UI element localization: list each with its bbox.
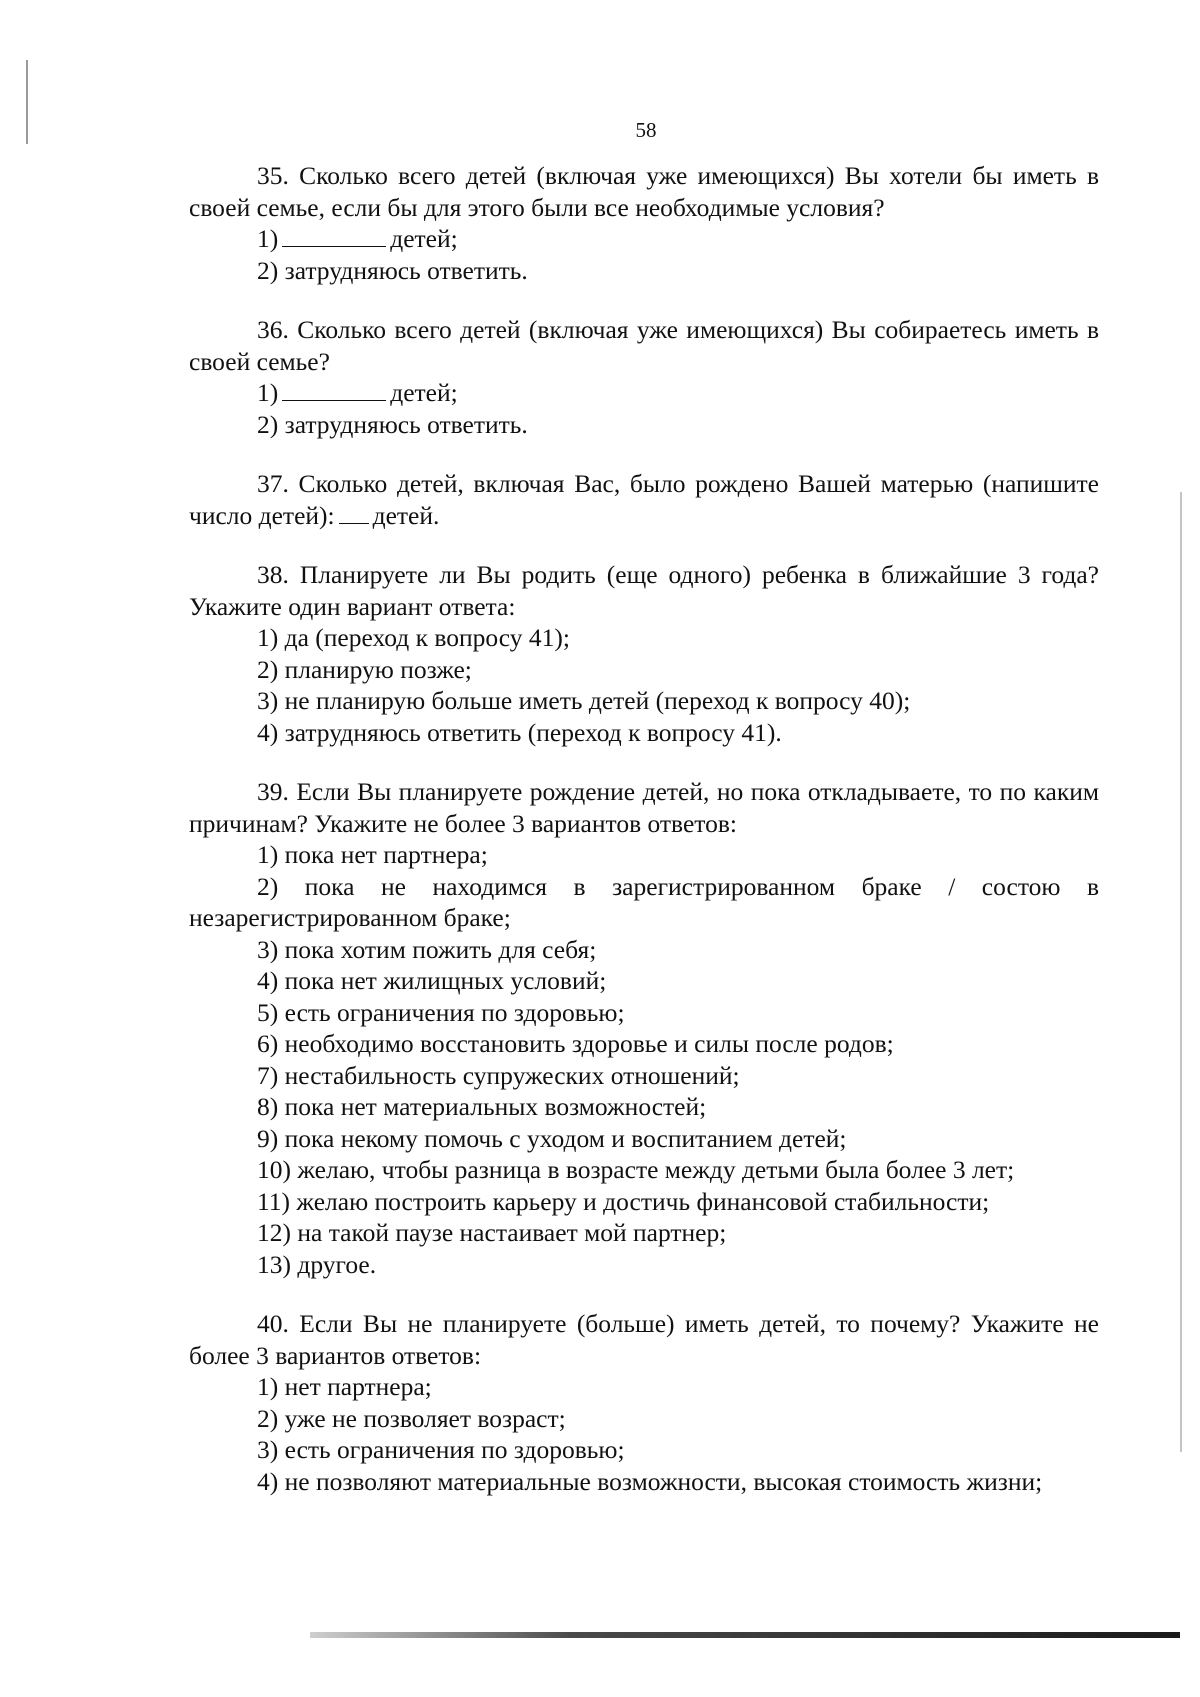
question-text: 39. Если Вы планируете рождение детей, но пока откладываете, то по каким причинам? Укажите не более 3 вариантов ответов: <box>189 777 1099 838</box>
question-40 <box>189 1308 1099 1497</box>
answer-option: 3) есть ограничения по здоровью; <box>257 1435 625 1464</box>
page-number: 58 <box>635 118 657 142</box>
answer-option: 3) пока хотим пожить для себя; <box>257 934 597 964</box>
question-text: 36. Сколько всего детей (включая уже имеющихся) Вы собираетесь иметь в своей семье? <box>189 315 1099 376</box>
option-prefix: 1) <box>257 224 279 253</box>
question-35 <box>189 160 1099 286</box>
question-38 <box>189 559 1099 748</box>
answer-blank[interactable] <box>282 380 386 401</box>
answer-option: 1) нет партнера; <box>257 1372 432 1401</box>
answer-option: 12) на такой паузе настаивает мой партнер; <box>257 1218 727 1247</box>
answer-blank[interactable] <box>339 503 369 524</box>
answer-option: 2) планирую позже; <box>257 654 472 684</box>
option-suffix: детей; <box>390 378 458 407</box>
answer-option: 1) пока нет партнера; <box>257 840 488 869</box>
answer-option: 4) не позволяют материальные возможности, высокая стоимость жизни; <box>257 1466 1043 1496</box>
answer-option: 8) пока нет материальных возможностей; <box>257 1092 707 1121</box>
question-text: 38. Планируете ли Вы родить (еще одного) ребенка в ближайшие 3 года? Укажите один вариант ответа: <box>189 560 1099 621</box>
answer-blank[interactable] <box>282 226 386 247</box>
answer-option: 6) необходимо восстановить здоровье и силы после родов; <box>257 1029 894 1058</box>
answer-option: 1) да (переход к вопросу 41); <box>257 623 570 652</box>
answer-option: 2) уже не позволяет возраст; <box>257 1403 566 1433</box>
answer-option <box>189 377 1099 409</box>
scan-artifact-line <box>1180 492 1182 1452</box>
question-text: 35. Сколько всего детей (включая уже имеющихся) Вы хотели бы иметь в своей семье, если бы для этого были все необходимые условия? <box>189 161 1099 222</box>
answer-option <box>189 223 1099 255</box>
question-text-after: детей. <box>372 500 440 530</box>
question-text: 40. Если Вы не планируете (больше) иметь детей, то почему? Укажите не более 3 вариантов ответов: <box>189 1309 1099 1370</box>
question-text <box>189 468 1099 531</box>
answer-option: 2) пока не находимся в зарегистрированном браке / состою в незарегистрированном браке; <box>189 871 1099 932</box>
answer-option: 2) затрудняюсь ответить. <box>257 409 528 439</box>
scan-artifact-bar <box>310 1632 1180 1638</box>
answer-option: 9) пока некому помочь с уходом и воспитанием детей; <box>257 1123 847 1153</box>
answer-option: 10) желаю, чтобы разница в возрасте между детьми была более 3 лет; <box>257 1155 1015 1184</box>
answer-option: 3) не планирую больше иметь детей (переход к вопросу 40); <box>257 686 911 715</box>
answer-option: 5) есть ограничения по здоровью; <box>257 997 625 1027</box>
answer-option: 11) желаю построить карьеру и достичь финансовой стабильности; <box>257 1186 990 1216</box>
option-prefix: 1) <box>257 378 279 407</box>
answer-option: 4) пока нет жилищных условий; <box>257 966 607 995</box>
questionnaire-body <box>189 160 1099 1525</box>
question-text-before: 37. Сколько детей, включая Вас, было рождено Вашей матерью (напишите число детей): <box>189 469 1099 530</box>
option-suffix: детей; <box>390 224 458 253</box>
question-36 <box>189 314 1099 440</box>
answer-option: 2) затрудняюсь ответить. <box>257 255 528 285</box>
question-37 <box>189 468 1099 531</box>
question-39 <box>189 776 1099 1280</box>
answer-option: 7) нестабильность супружеских отношений; <box>257 1060 740 1090</box>
answer-option: 4) затрудняюсь ответить (переход к вопросу 41). <box>257 717 782 747</box>
answer-option: 13) другое. <box>257 1249 377 1279</box>
